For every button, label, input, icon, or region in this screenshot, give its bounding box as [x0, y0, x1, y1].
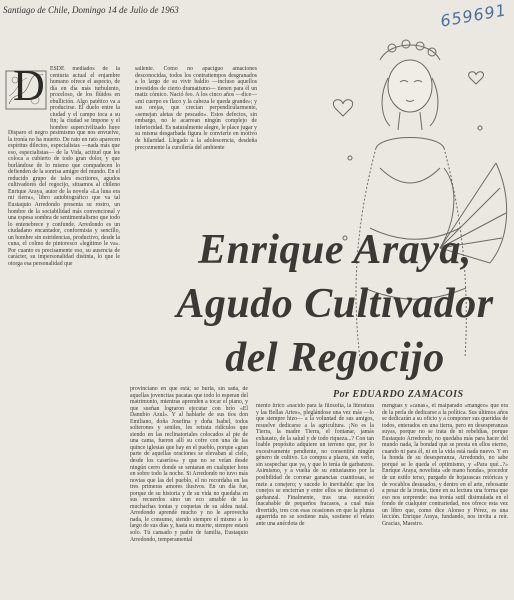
headline-line-3: del Regocijo: [225, 335, 445, 381]
dropcap: [5, 61, 47, 110]
headline-line-1: Enrique Araya,: [198, 227, 472, 273]
paragraph: ESDE mediados de la centuria actual el enjambre humano ofrece el aspecto, de día en día más turbulento, proceloso, de los flúidos en ebullición. Algo patético va a producirse. El duelo entre la ciudad y el campo toca a su fin; la ciudad se impone y el hombre supercivilizado huye: [50, 66, 120, 130]
column-2-top: [135, 66, 257, 216]
dropcap-letter: D: [13, 61, 45, 110]
paragraph: Disparo el negro pesimismo que nos envuelve, la ironía no ha muerto. De rato en rato aparecen espíritus dilectos, especialistas —nada más que eso, especialistas— de la Vida, actitud que les coloca a cubierto de todo gran dolor, y que burlándose de lo mismo que compadecen lo defienden de la sonrisa amigre del mundo. En el reducido grupo de tales escritores, agudos cultivadores del regocijo, situamos al chileno Enrique Araya, autor de la novela «La luna era mi tierra», libro autobiográfico que va tal Eustaquio Arredondo presenta su rostro, un hombre de la sociabilidad más convencional y una espesa sombra de sentimentalismo que todo lo entenebrece y confunde. Arredondo es un ciudadano encantador, conformista y sencillo, un hombre sin estridencias, productivo, desde la cuna, el colmo de pintoresco «legítimo le va». Por cuanto es precisamente eso, su ausencia de carácter, su impersonalidad distinta, lo que le otorga esa personalidad que: [8, 130, 120, 267]
paragraph: mento lírico «nacido para la filosofía, la literatura y las Bellas Artes», pleglándose una vez más —lo que siempre hizo— a la voluntad de sus amigos, resuelve dedicarse a la agricultura. ¡No es la Tierra, la madre Tierra, el fontanar, jamás exhausto, de la salud y de todo riqueza...? Con tan loable propósito adquiere un terreno que, por lo excesivamente pendiente, no consentirá ningún género de cultivo. Lo compra a plazos, sin verlo, sin sospechar que ya, y que lo tenía de garbanzos. Asimismo, y a vuelta de su entusiasmo por la posibilidad de coronar ganancias cuantiosas, se mete a conejero; y sucede lo inevitable: que los conejos se encierran y entre ellos se destierran el garbanzal. Finalmente, tras una sucesión inacabable de pequeños fracasos, a cual más divertido, tres con esas ocasiones en que la pluma aguerrida no se sostiene más, sostiene el relato ante una anécdota de: [256, 403, 374, 527]
paragraph: menguas y «canas», el malparado «mangeo» que era de la perla de dedicarse a la política. Sus últimos años se dedicarán a su oficio y a componer sus queridas de todos, enterados en una tierra, pero en desesperanzas suyas, porque no se trata de ni rebeldías, porque Eustaquio Arredondo, no quedaba más para hacer del mundo nada, la bondad que se presta en ellos eterno, cuando ni para él, ni en la vida está nada nuevo. Y en la honda de su desesperanza, Arredondo, no sabe porqué se le queda el optimismo, y «Para qué...?» Enrique Araya, novelista «de mano honda», procedor de un estilo terso, purgado de hojarascas retóricas y de vocablos desusados, y dentro en el arte, rebosante a pesar de la ironía, tiene en su lectura una forma que eso nos sorprende: esa ironía sutil disimulada en el fondo de cualquier contrariedad, nos ofrece esta vez un libro que, como dice Alonso y Pérez, es una lección. Enrique Araya, fundando, nos invita a reír. Gracias, Maestro.: [382, 403, 508, 527]
paragraph: provinciano en que está; se burla, sin saña, de aquellas jovencitas pacatas que todo lo esperan del matrimonio, mientras aprenden a tocar el piano, y que sueñan lograron ejecutar con brío «El Danubio Azul». Y al hablarle de sus tíos don Emiliano, doña Josefina y doña Isabel, todos solterones y seniles, les retrata ridículos que siendo en las reclinatoriales colocados al pie de una cama, fueron allí su cofre con una de las quince iglesias que hay en el pueblo, porque «gran parte de aquellas oraciones se elevaban al cielo, desde los caseríos» y que no se veían desde ningún cerro donde se sentaran en cualquier hora en sobre todo la noche. Si Arredondo no tuvo más novias que las del pueblo, el no recordaba en las tres primeras amores ilusivos. En un día fue, porque de su historia y de su vida no quedaba en sus recuerdos sino un eco amable de las muchachas tontas y coquetas de su aldea natal. Arredondo aprende mucho y no le aprovecha nada, le consume, siendo siempre el mismo a lo largo de sus días y, hasta su muerte, siempre estará solo. Tú cansado y padre de familia, Eustaquio Arredondo, temperamental: [130, 386, 248, 543]
dateline: Santiago de Chile, Domingo 14 de Julio de 1963: [3, 5, 179, 15]
archive-stamp: 659691: [438, 0, 509, 31]
column-2-bottom: [130, 386, 248, 600]
column-4-bottom: [382, 403, 508, 600]
byline: Por EDUARDO ZAMACOIS: [333, 389, 464, 400]
column-1-top-narrow: [50, 66, 120, 130]
column-1: [8, 130, 120, 600]
column-3-bottom: [256, 403, 374, 600]
headline-line-2: Agudo Cultivador: [176, 281, 494, 327]
paragraph: sallente. Como no apaciguo amaciones desconocidas, todos los contratiempos desgranados a lo largo de su vivir baldío —incluso aquellos investidos de cierto dramatismo— tienen para él un matiz cómico. Nació feo. A los cinco años —dice— «mi cuerpo es flaco y la cabeza le queda grande»; y sus orejas, que crecían perpendicularmente, «semejan aletas de pescado». Estos defectos, sin embargo, no le acarrean ningún complejo de inferioridad. Es naturalmente alegre, le place jugar y su misma desgarbada figura le convierte en motivo de hilaridad. Llegado a la adolescencia, desdeña precozmente la cursilería del ambiente: [135, 66, 257, 151]
